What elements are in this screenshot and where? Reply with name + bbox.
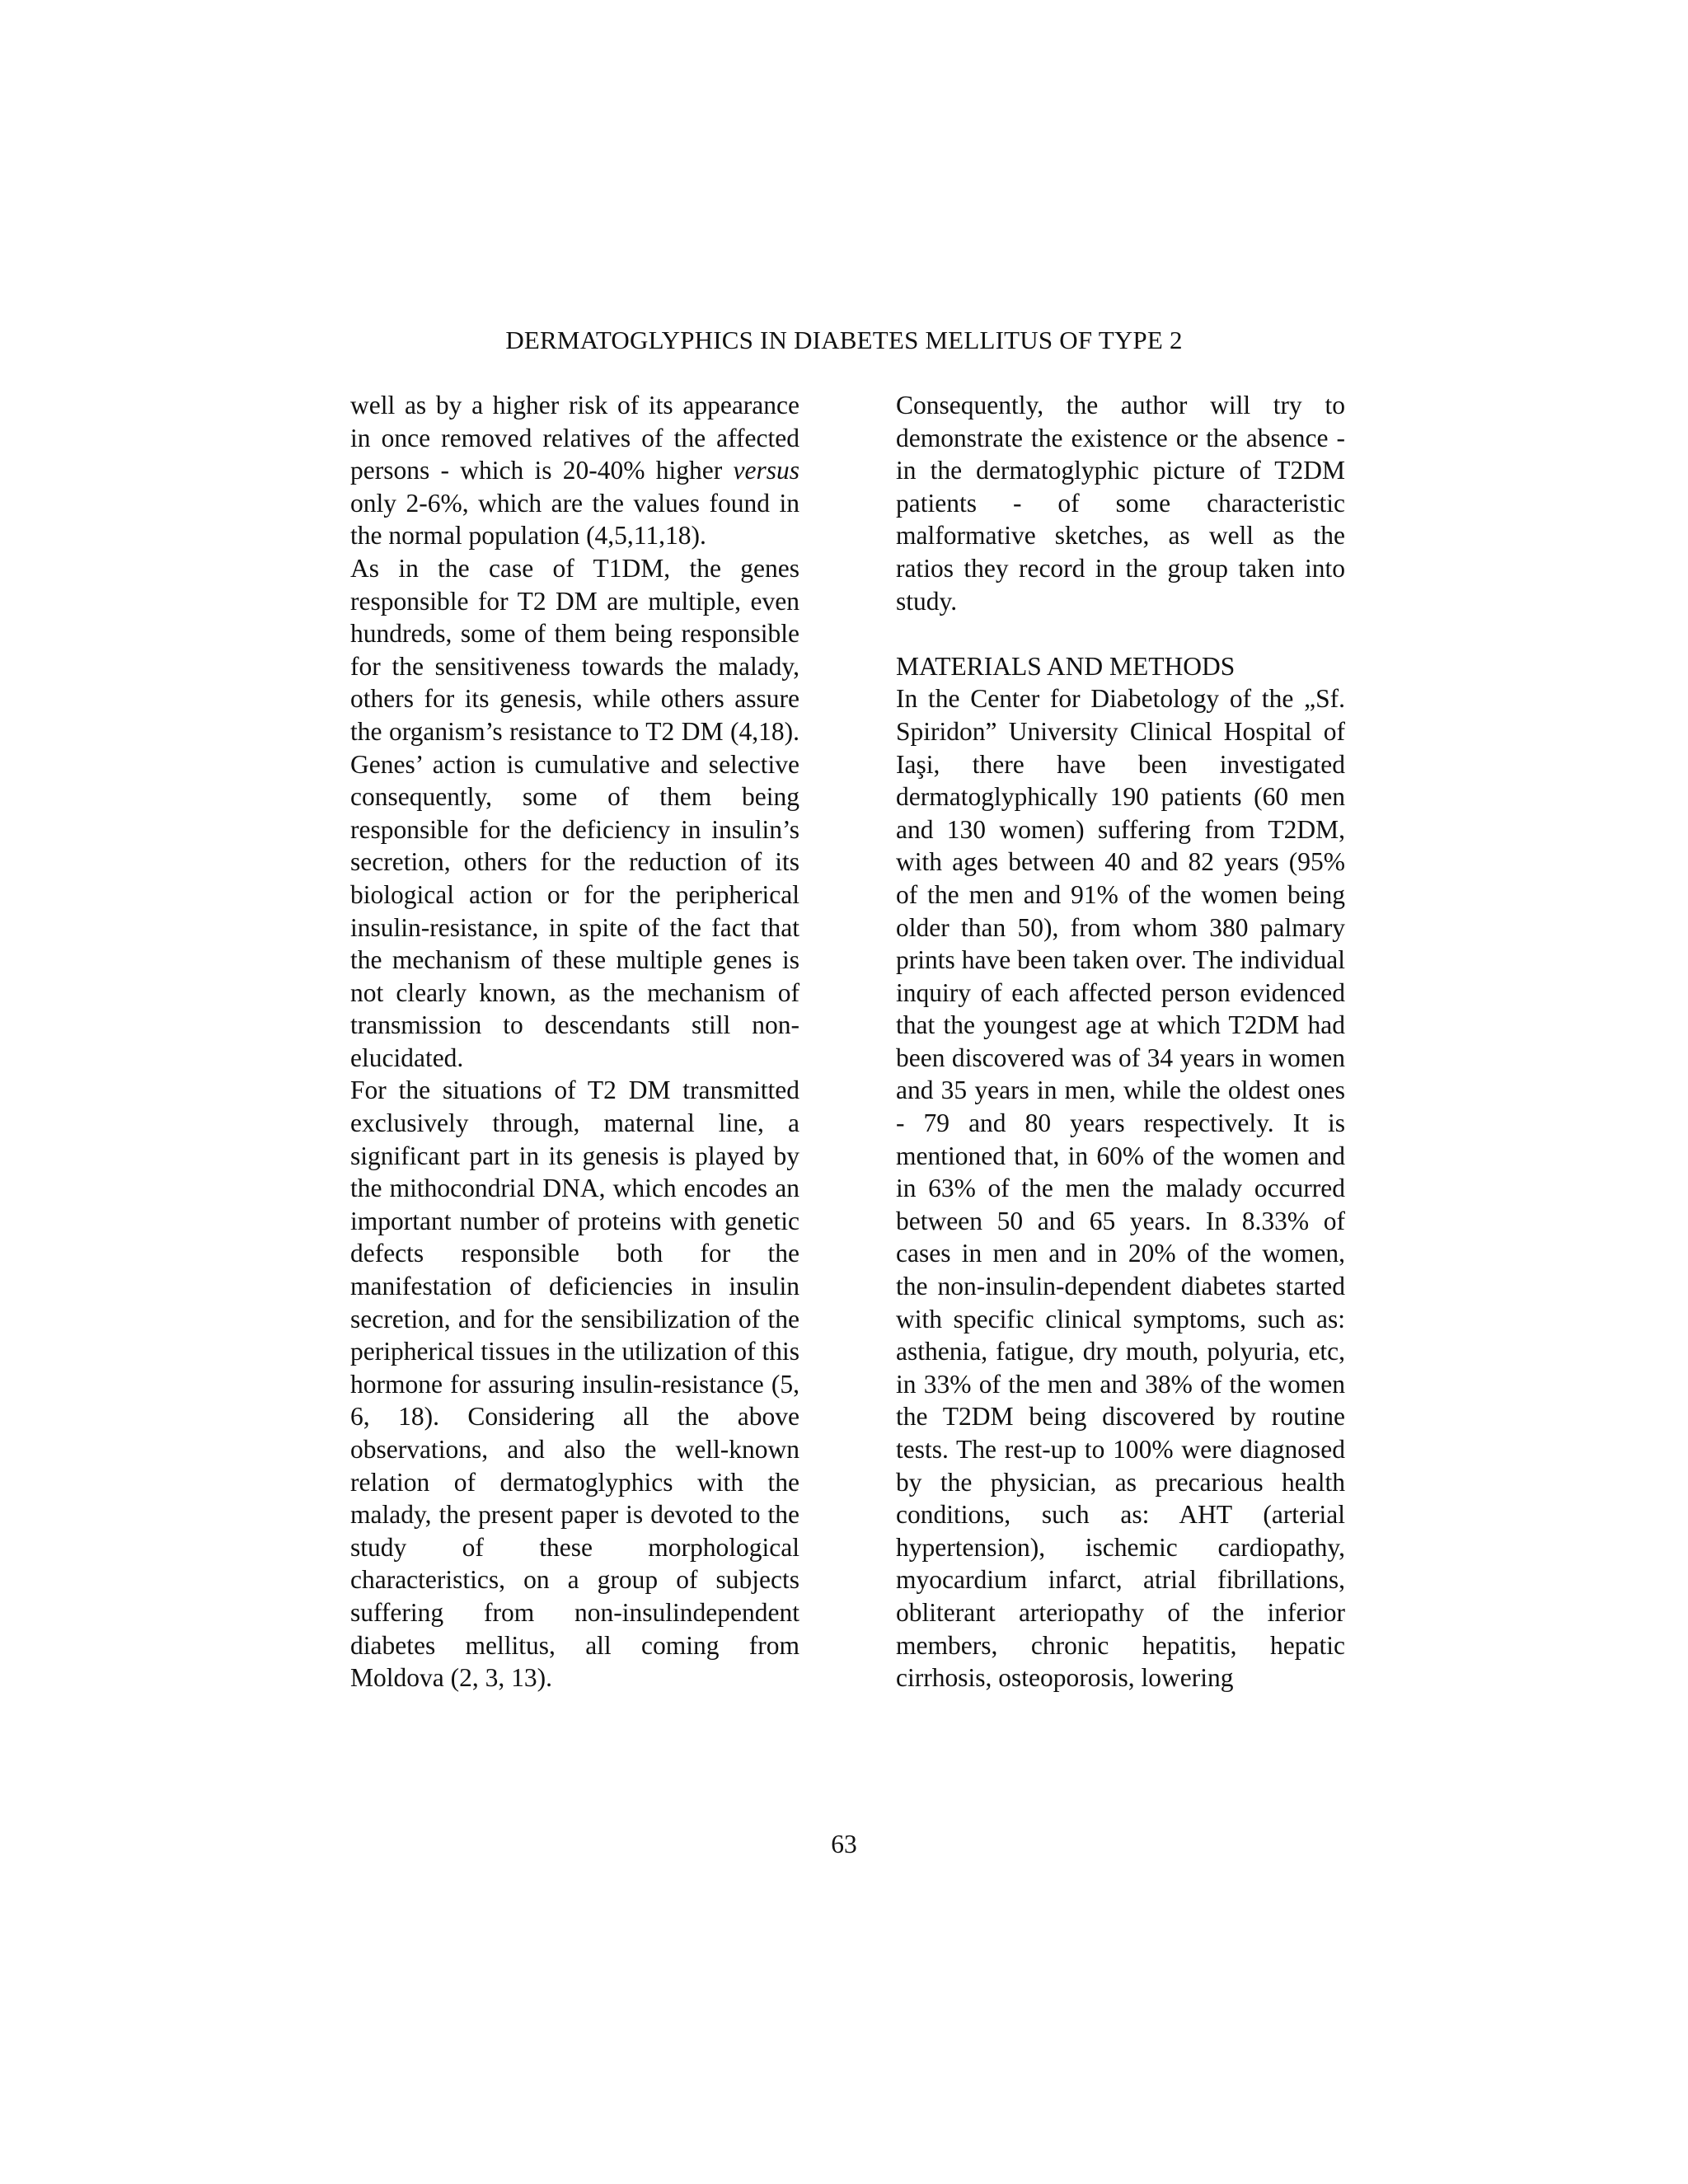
page-number: 63 <box>831 1830 857 1858</box>
section-heading-materials-methods: MATERIALS AND METHODS <box>896 651 1236 681</box>
left-paragraph-3: For the situations of T2 DM transmitted exclusively through, maternal line, a significant part in its genesis is played by the mithocondrial DNA, which encodes an important number of proteins with genetic defects responsible both for the manifestation of deficiencies in insulin secretion, and for the sensibilization of the peripherical tissues in the utilization of this hormone for assuring insulin-resistance (5, 6, 18). Considering all the above observations, and also the well-known relation of dermatoglyphics with the malady, the present paper is devoted to the study of these morphological characteristics, on a group of subjects suffering from non-insulindependent diabetes mellitus, all coming from Moldova (2, 3, 13). <box>350 1076 799 1693</box>
left-paragraph-1-start: well as by a higher risk of its appearance in once removed relatives of the affected persons - which is 20-40% higher <box>350 391 799 485</box>
right-paragraph-1: Consequently, the author will try to demonstrate the existence or the absence - in the dermatoglyphic picture of T2DM patients - of some characteristic malformative sketches, as well as the ratios they record in the group taken into study. <box>896 391 1345 616</box>
left-column <box>350 389 799 1694</box>
right-paragraph-2: In the Center for Diabetology of the „Sf. Spiridon” University Clinical Hospital of Iaşi, there have been investigated dermatoglyphically 190 patients (60 men and 130 women) suffering from T2DM, with ages between 40 and 82 years (95% of the men and 91% of the women being older than 50), from whom 380 palmary prints have been taken over. The individual inquiry of each affected person evidenced that the youngest age at which T2DM had been discovered was of 34 years in women and 35 years in men, while the oldest ones - 79 and 80 years respectively. It is mentioned that, in 60% of the women and in 63% of the men the malady occurred between 50 and 65 years. In 8.33% of cases in men and in 20% of the women, the non-insulin-dependent diabetes started with specific clinical symptoms, such as: asthenia, fatigue, dry mouth, polyuria, etc, in 33% of the men and 38% of the women the T2DM being discovered by routine tests. The rest-up to 100% were diagnosed by the physician, as precarious health conditions, such as: AHT (arterial hypertension), ischemic cardiopathy, myocardium infarct, atrial fibrillations, obliterant arteriopathy of the inferior members, chronic hepatitis, hepatic cirrhosis, osteoporosis, lowering <box>896 684 1345 1693</box>
left-paragraph-2: As in the case of T1DM, the genes responsible for T2 DM are multiple, even hundreds, some of them being responsible for the sensitiveness towards the malady, others for its genesis, while others assure the organism’s resistance to T2 DM (4,18). Genes’ action is cumulative and selective consequently, some of them being responsible for the deficiency in insulin’s secretion, others for the reduction of its biological action or for the peripherical insulin-resistance, in spite of the fact that the mechanism of these multiple genes is not clearly known, as the mechanism of transmission to descendants still non-elucidated. <box>350 553 799 1072</box>
running-head: DERMATOGLYPHICS IN DIABETES MELLITUS OF TYPE 2 <box>505 326 1183 354</box>
left-paragraph-1 <box>350 389 799 552</box>
left-paragraph-1-end: only 2-6%, which are the values found in the normal population (4,5,11,18). <box>350 488 799 551</box>
right-column <box>896 389 1345 1694</box>
versus-italic: versus <box>733 456 799 485</box>
